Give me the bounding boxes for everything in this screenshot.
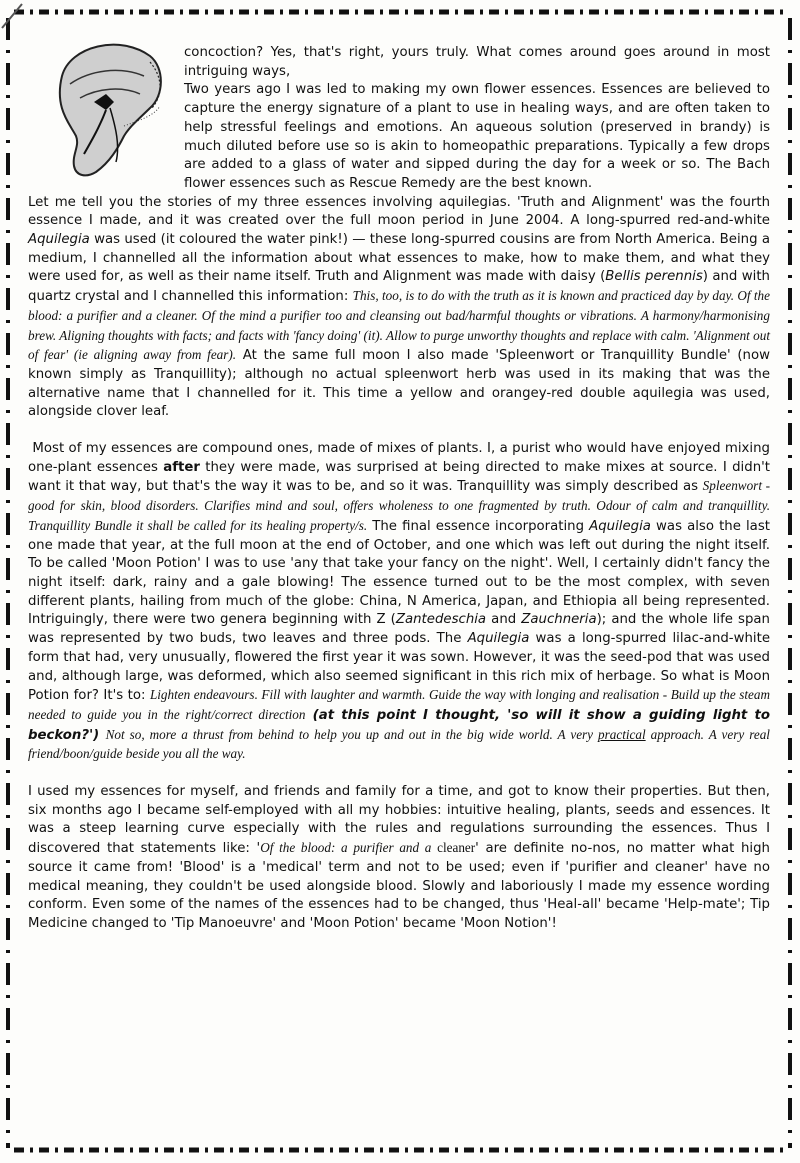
channelled-quote: Not so, more a thrust from behind to help you up and out in the big wide world. A very	[105, 726, 599, 742]
paragraph-compound-essences	[28, 440, 770, 765]
text-run: and	[486, 612, 522, 628]
latin-name: Aquilegia	[467, 631, 530, 647]
text-run: The final essence incorporating	[367, 518, 590, 534]
latin-name: Aquilegia	[589, 518, 651, 534]
intro-paragraph-2: Two years ago I was led to making my own flower essences. Essences are believed to capture the energy signature of a plant to use in healing ways, and are often taken to help stressful feelings and emotions. An aqueous solution (preserved in brandy) is much diluted before use so is akin to homeopathic preparations. Typically a few drops are added to a glass of water and sipped during the day for a week or so. The Bach flower essences such as Rescue Remedy are the best known.	[184, 82, 770, 191]
channelled-quote: Spleenwort -good for skin, blood disorders. Clarifies mind and soul, offers wholeness to one fragmented by truth. Odour of calm and tranquillity. Tranquillity Bundle it shall be called for its healing property/s.	[28, 478, 770, 533]
text-run: ); and the whole life span was represented by two buds, two leaves and three pods. The	[28, 612, 770, 647]
text-run: Most of my essences are compound ones, made of mixes of plants. I, a purist who would have enjoyed mixing one-plant essences	[28, 441, 770, 475]
latin-name: Zauchneria	[521, 612, 597, 628]
channelled-quote: approach. A very real friend/boon/guide beside you all the way.	[28, 726, 770, 762]
text-run: ) and with quartz crystal and I channelled this information:	[28, 269, 770, 305]
intro-paragraph-1: concoction? Yes, that's right, yours truly. What comes around goes around in most intriguing ways,	[184, 45, 770, 79]
underlined-word: practical	[598, 726, 646, 742]
latin-name: Aquilegia	[28, 232, 90, 248]
channelled-quote: Lighten endeavours. Fill with laughter and warmth. Guide the way with longing and realisation - Build up the steam needed to guide you in the right/correct direction	[28, 687, 770, 722]
channelled-quote: This, too, is to do with the truth as it is known and practiced day by day. Of the blood: a purifier and a cleaner. Of the mind a purifier too and cleansing out bad/harmful thoughts or vibrations. A harmony/harmonising brew. Aligning thoughts with facts; and facts with 'fancy doing' (it). Allow to purge unworthy thoughts and replace with calm. 'Alignment out of fear' (ie aligning away from fear).	[28, 288, 770, 363]
text-run: they were made, was surprised at being directed to make mixes at source. I didn't want it that way, but that's the way it was to be, and so it was. Tranquillity was simply described as	[28, 459, 770, 495]
text-run: Let me tell you the stories of my three essences involving aquilegias. 'Truth and Alignment' was the fourth essence I made, and it was created over the full moon period in June 2004. A long-spurred red-and-white	[28, 194, 770, 229]
text-run: ' are definite no-nos, no matter what high source it came from! 'Blood' is a 'medical' term and not to be used; even if 'purifier and cleaner' have no medical meaning, they couldn't be used alongside blood. Slowly and laboriously I made my essence wording conform. Even some of the names of the essences had to be changed, thus 'Heal-all' became 'Help-mate'; Tip Medicine changed to 'Tip Manoeuvre' and 'Moon Potion' became 'Moon Notion'!	[28, 841, 770, 931]
text-run: I used my essences for myself, and friends and family for a time, and got to know their properties. But then, six months ago I became self-employed with all my hobbies: intuitive healing, plants, seeds and essences. It was a steep learning curve especially with the rules and regulations surrounding the essences. Thus I discovered that statements like: '	[28, 784, 770, 857]
paragraph-aquilegia-essences	[28, 194, 770, 422]
channelled-quote: Of the blood: a purifier and a	[260, 840, 432, 856]
text-run: was used (it coloured the water pink!) — these long-spurred cousins are from North America. Being a medium, I channelled all the information about what essences to make, how to make them, and what they were used for, as well as their name itself. Truth and Alignment was made with daisy (	[28, 232, 770, 285]
text-run: At the same full moon I also made 'Spleenwort or Tranquillity Bundle' (now known simply as Tranquillity); although no actual spleenwort herb was used in its making that was the alternative name that I channelled for it. This time a yellow and orangey-red double aquilegia was used, alongside clover leaf.	[28, 348, 770, 420]
emphasis: after	[163, 459, 200, 475]
article-body	[28, 44, 770, 934]
text-run: cleaner	[431, 840, 476, 856]
latin-name: Bellis perennis	[605, 269, 703, 285]
text-run: was a long-spurred lilac-and-white form that had, very unusually, flowered the first year it was sown. However, it was the seed-pod that was used and, although large, was deformed, which also seemed significant in this rich mix of herbage. So what is Moon Potion for? It's to:	[28, 631, 770, 704]
text-run: was also the last one made that year, at the full moon at the end of October, and one which was left out during the night itself. To be called 'Moon Potion' I was to use 'any that take your fancy on the night'. Well, I certainly didn't fancy the night itself: dark, rainy and a gale blowing! The essence turned out to be the most complex, with seven different plants, hailing from much of the globe: China, N America, Japan, and Ethiopia all being represented. Intriguingly, there were two genera beginning with Z (	[28, 518, 770, 628]
author-aside: (at this point I thought, 'so will it show a guiding light to beckon?')	[28, 707, 770, 743]
paragraph-regulations	[28, 783, 770, 934]
latin-name: Zantedeschia	[395, 612, 487, 628]
